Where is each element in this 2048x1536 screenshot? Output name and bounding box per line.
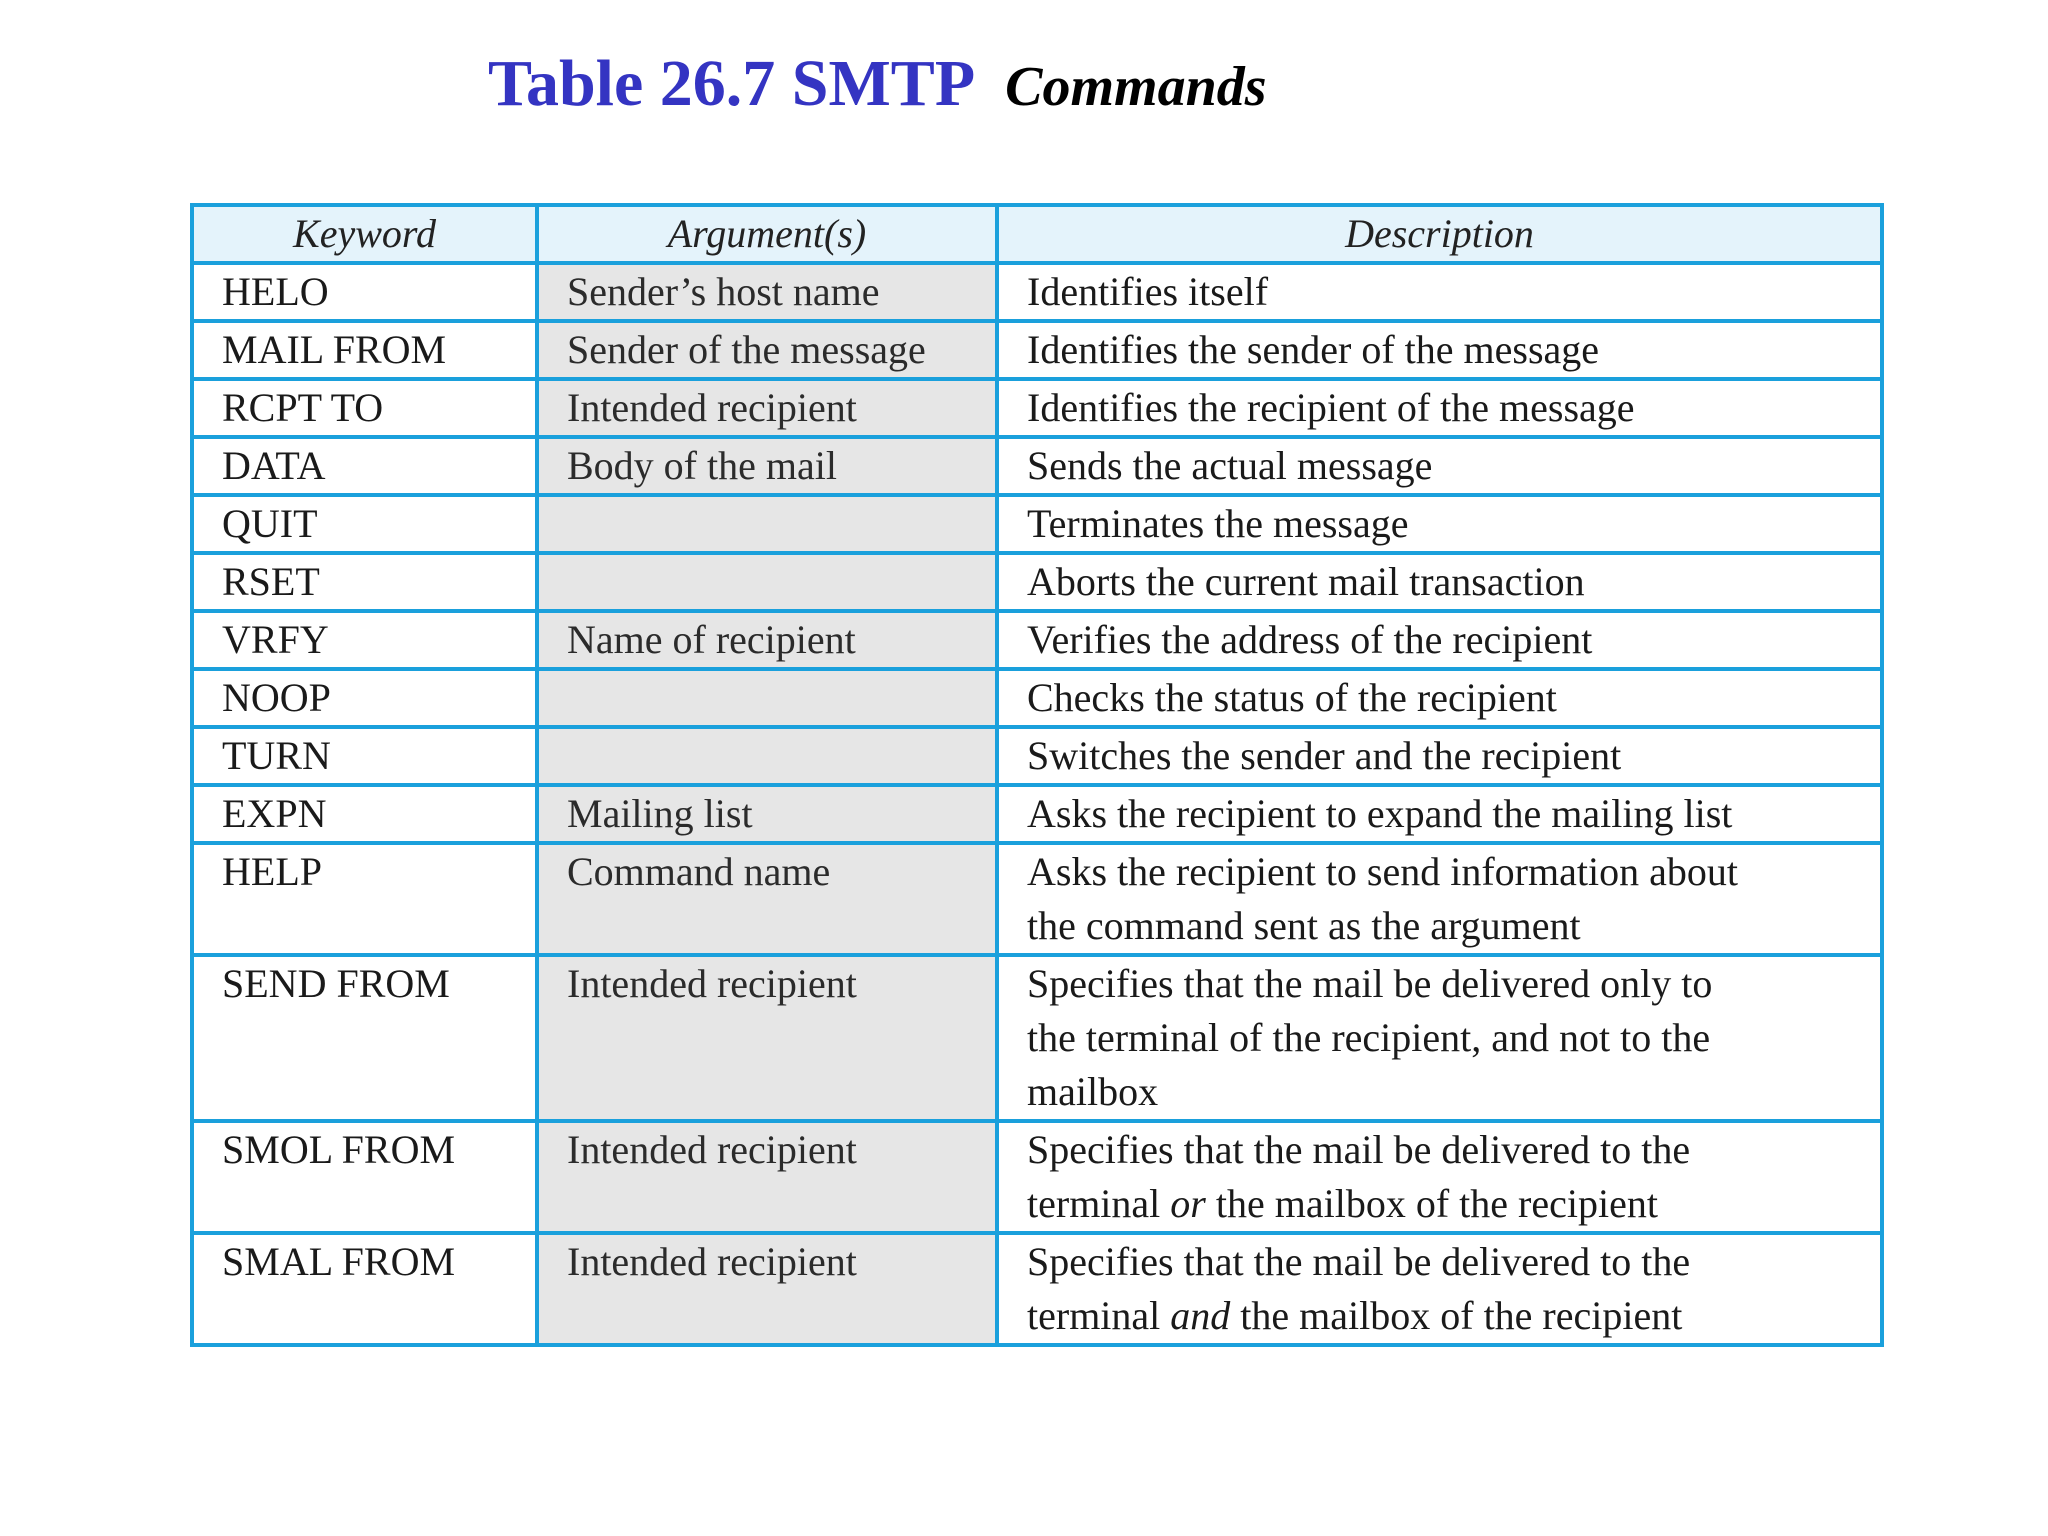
table-row [192,437,1882,495]
description-cell [997,495,1882,553]
keyword-cell: QUIT [192,495,537,553]
description-cell [997,727,1882,785]
keyword-cell: DATA [192,437,537,495]
argument-cell: Sender of the message [537,321,997,379]
table-row [192,321,1882,379]
description-line: the command sent as the argument [1027,903,1581,948]
description-cell [997,553,1882,611]
argument-cell: Name of recipient [537,611,997,669]
table-header-row [192,205,1882,263]
header-arguments: Argument(s) [537,205,997,263]
keyword-cell: HELP [192,843,537,955]
description-line: Sends the actual message [1027,443,1433,488]
table-row [192,379,1882,437]
table-row [192,785,1882,843]
description-line: Checks the status of the recipient [1027,675,1557,720]
description-line: the terminal of the recipient, and not to the [1027,1015,1711,1060]
table-row [192,553,1882,611]
description-line: Specifies that the mail be delivered only to [1027,961,1713,1006]
description-cell [997,1121,1882,1233]
table-body [192,263,1882,1345]
keyword-cell: VRFY [192,611,537,669]
description-line: Identifies the sender of the message [1027,327,1600,372]
description-cell [997,379,1882,437]
smtp-commands-table [190,203,1884,1347]
table-row [192,727,1882,785]
table-row [192,843,1882,955]
header-description: Description [997,205,1882,263]
argument-cell: Intended recipient [537,1121,997,1233]
argument-cell [537,553,997,611]
keyword-cell: SEND FROM [192,955,537,1121]
description-cell [997,669,1882,727]
page-title [488,46,1267,136]
argument-cell: Command name [537,843,997,955]
description-line: terminal or the mailbox of the recipient [1027,1181,1658,1226]
argument-cell: Intended recipient [537,379,997,437]
argument-cell [537,495,997,553]
keyword-cell: MAIL FROM [192,321,537,379]
table-row [192,611,1882,669]
argument-cell: Intended recipient [537,1233,997,1345]
description-cell [997,437,1882,495]
title-sub: Commands [1005,56,1267,118]
description-cell [997,1233,1882,1345]
argument-cell [537,727,997,785]
description-line: Asks the recipient to send information about [1027,849,1738,894]
description-cell [997,843,1882,955]
argument-cell: Intended recipient [537,955,997,1121]
description-line: Switches the sender and the recipient [1027,733,1622,778]
description-line: Specifies that the mail be delivered to the [1027,1239,1691,1284]
argument-cell: Body of the mail [537,437,997,495]
keyword-cell: SMOL FROM [192,1121,537,1233]
description-cell [997,611,1882,669]
keyword-cell: EXPN [192,785,537,843]
table-row [192,669,1882,727]
description-line: Terminates the message [1027,501,1409,546]
description-line: Aborts the current mail transaction [1027,559,1585,604]
description-cell [997,321,1882,379]
description-line: Asks the recipient to expand the mailing list [1027,791,1733,836]
table-row [192,1233,1882,1345]
description-line: terminal and the mailbox of the recipient [1027,1293,1683,1338]
keyword-cell: NOOP [192,669,537,727]
description-cell [997,955,1882,1121]
argument-cell: Mailing list [537,785,997,843]
keyword-cell: HELO [192,263,537,321]
description-line: Identifies itself [1027,269,1269,314]
argument-cell [537,669,997,727]
description-cell [997,263,1882,321]
keyword-cell: RSET [192,553,537,611]
description-line: Specifies that the mail be delivered to the [1027,1127,1691,1172]
argument-cell: Sender’s host name [537,263,997,321]
title-main: Table 26.7 SMTP [488,47,976,120]
description-line: Identifies the recipient of the message [1027,385,1635,430]
description-line: mailbox [1027,1069,1159,1114]
header-keyword: Keyword [192,205,537,263]
description-cell [997,785,1882,843]
table-row [192,263,1882,321]
table-row [192,955,1882,1121]
description-line: Verifies the address of the recipient [1027,617,1593,662]
keyword-cell: SMAL FROM [192,1233,537,1345]
keyword-cell: RCPT TO [192,379,537,437]
table-row [192,1121,1882,1233]
table-row [192,495,1882,553]
keyword-cell: TURN [192,727,537,785]
